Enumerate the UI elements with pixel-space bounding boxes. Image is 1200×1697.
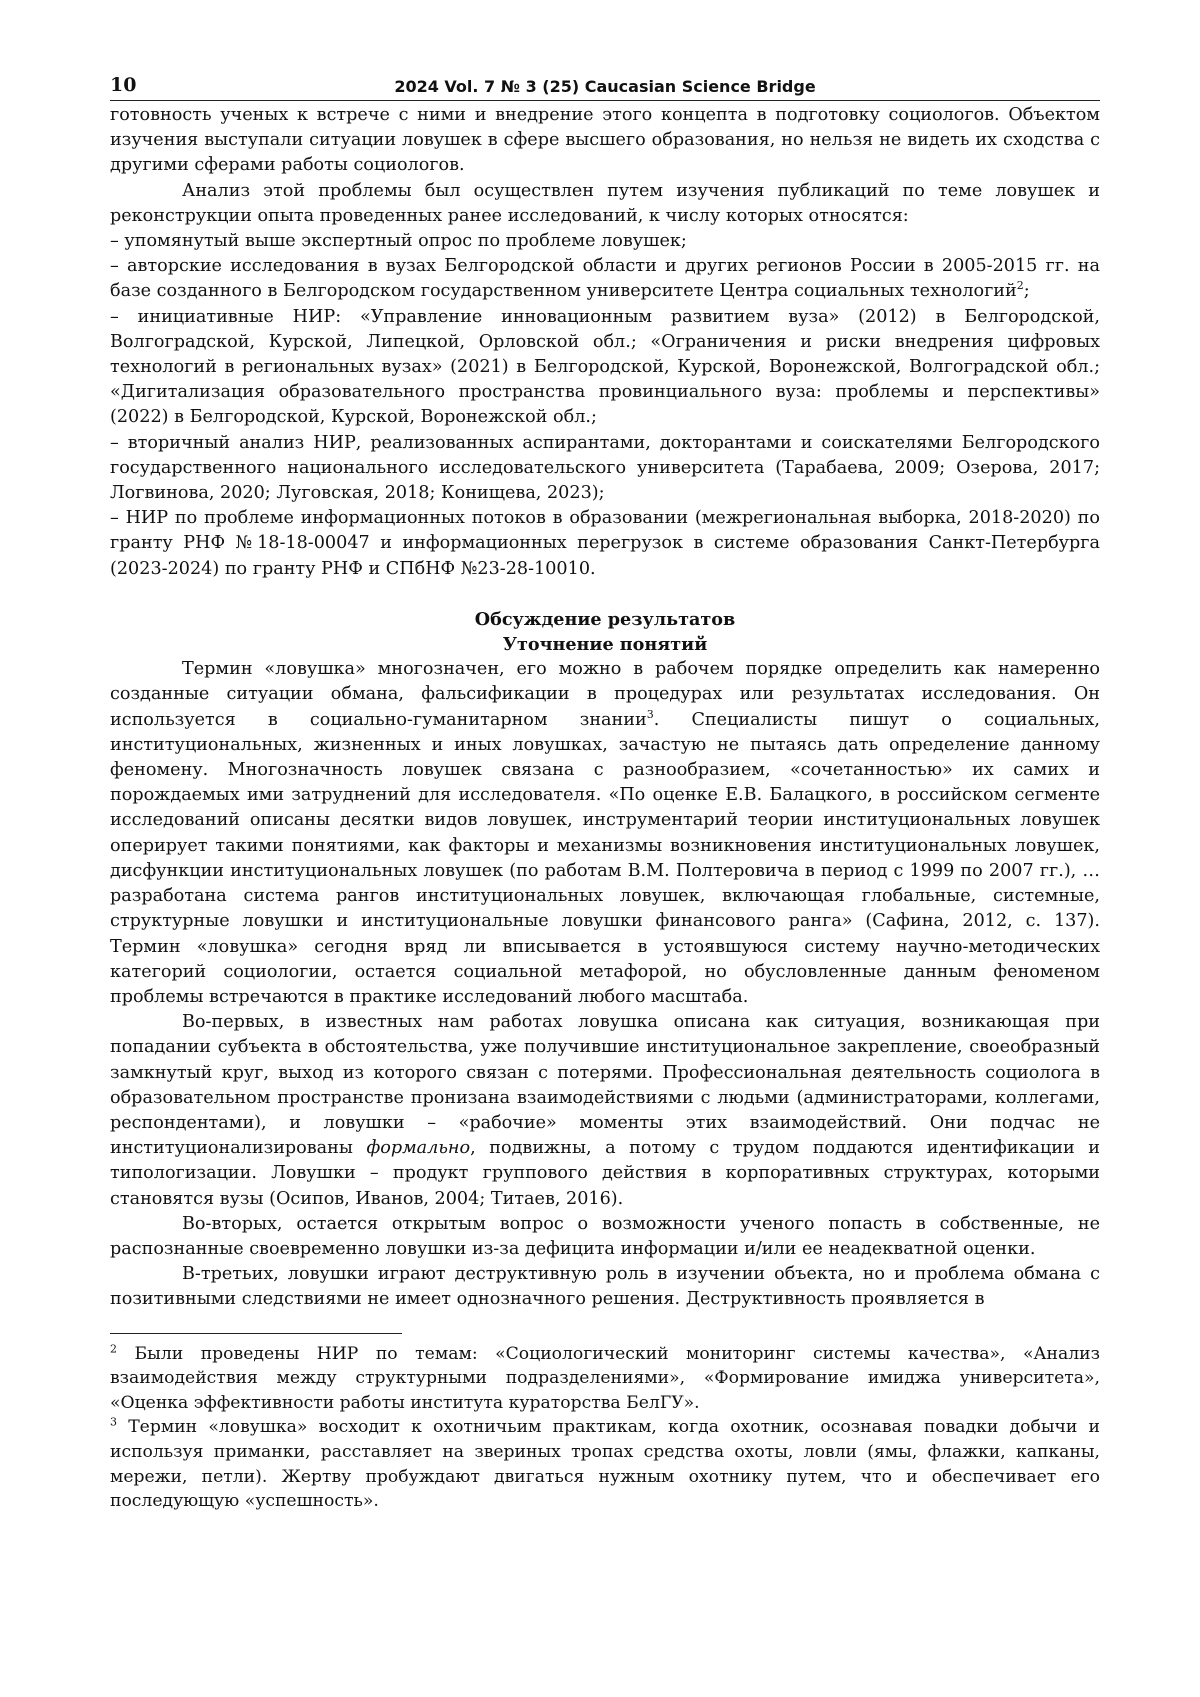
footnote-2-mark: 2 xyxy=(110,1341,117,1355)
paragraph-term-rest: . Специалисты пишут о социальных, институциональных, жизненных и иных ловушках, зачастую не пытаясь дать определение данному феномену. Многозначность ловушек связана с разнообразием, «сочетанностью» их самих и порождаемых ими затруднений для исследователя. «По оценке Е.В. Балацкого, в российском сегменте исследований описаны десятки видов ловушек, инструментарий теории институциональных ловушек оперирует такими понятиями, как факторы и механизмы возникновения институциональных ловушек, дисфункции институциональных ловушек (по работам В.М. Полтеровича в период с 1999 по 2007 гг.), … разработана система рангов институциональных ловушек, включающая глобальные, системные, структурные ловушки и институциональные ловушки финансового ранга» (Сафина, 2012, с. 137). Термин «ловушка» сегодня вряд ли вписывается в устоявшуюся систему научно-методических категорий социологии, остается социальной метафорой, но обусловленные данным феноменом проблемы встречаются в практике исследований любого масштаба. xyxy=(110,709,1100,1007)
list-item-3: – инициативные НИР: «Управление инновационным развитием вуза» (2012) в Белгородской, Волгоградской, Курской, Липецкой, Орловской обл.; «Ограничения и риски внедрения цифровых технологий в региональных вузах» (2021) в Белгородской, Курской, Воронежской, Волгоградской обл.; «Дигитализация образовательного пространства провинциального вуза: проблемы и перспективы» (2022) в Белгородской, Курской, Воронежской обл.; xyxy=(110,306,1100,428)
footnote-ref-3[interactable]: 3 xyxy=(646,707,654,721)
list-item-1: – упомянутый выше экспертный опрос по проблеме ловушек; xyxy=(110,231,687,252)
page-number: 10 xyxy=(110,74,137,96)
list-item-2 xyxy=(110,254,1100,304)
discussion-text xyxy=(110,657,1100,1312)
paragraph-thirdly: В-третьих, ловушки играют деструктивную роль в изучении объекта, но и проблема обмана с позитивными следствиями не имеет однозначного решения. Деструктивность проявляется в xyxy=(110,1264,1100,1310)
paragraph-firstly-rest: , подвижны, а потому с трудом поддаются идентификации и типологизации. Ловушки – продукт группового действия в корпоративных структурах, которыми становятся вузы (Осипов, Иванов, 2004; Титаев, 2016). xyxy=(110,1138,1100,1209)
paragraph-firstly-start: Во-первых, в известных нам работах ловушка описана как ситуация, возникающая при попадании субъекта в обстоятельства, уже получившие институциональное закрепление, своеобразный замкнутый круг, выход из которого связан с потерями. Профессиональная деятельность социолога в образовательном пространстве пронизана взаимодействиями с людьми (администраторами, коллегами, респондентами), и ловушки – «рабочие» моменты этих взаимодействий. Они подчас не институционализированы xyxy=(110,1012,1100,1159)
footnote-3-text: Термин «ловушка» восходит к охотничьим практикам, когда охотник, осознавая повадки добычи и используя приманки, расставляет на звериных тропах средства охоты, ловли (ямы, флажки, капканы, мережи, петли). Жертву пробуждают двигаться нужным охотнику путем, что и обеспечивает его последующую «успешность». xyxy=(110,1417,1100,1512)
section-headings xyxy=(110,607,1100,657)
footnote-2-text: Были проведены НИР по темам: «Социологический мониторинг системы качества», «Анализ взаимодействия между структурными подразделениями», «Формирование имиджа университета», «Оценка эффективности работы института кураторства БелГУ». xyxy=(110,1343,1100,1413)
list-item-2-tail: ; xyxy=(1023,281,1030,302)
emphasis-formally: формально xyxy=(366,1138,471,1159)
document-page xyxy=(110,70,1100,1514)
page-header xyxy=(110,70,1100,101)
footnote-3-mark: 3 xyxy=(110,1415,117,1429)
paragraph-term-start: Термин «ловушка» многозначен, его можно в рабочем порядке определить как намеренно созданные ситуации обмана, фальсификации в процедурах или результатах исследования. Он используется в социально-гуманитарном знании xyxy=(110,659,1100,730)
body-text xyxy=(110,103,1100,582)
section-heading: Обсуждение результатов xyxy=(474,608,736,630)
list-item-5: – НИР по проблеме информационных потоков в образовании (межрегиональная выборка, 2018-2020) по гранту РНФ №18-18-00047 и информационных перегрузок в системе образования Санкт-Петербурга (2023-2024) по гранту РНФ и СПбНФ №23-28-10010. xyxy=(110,508,1100,579)
paragraph-term xyxy=(110,657,1100,1010)
list-item-2-text: – авторские исследования в вузах Белгородской области и других регионов России в 2005-2015 гг. на базе созданного в Белгородском государственном университете Центра социальных технологий xyxy=(110,256,1100,302)
journal-title: 2024 Vol. 7 № 3 (25) Caucasian Science Bridge xyxy=(394,77,816,96)
list-item-4: – вторичный анализ НИР, реализованных аспирантами, докторантами и соискателями Белгородского государственного национального исследовательского университета (Тарабаева, 2009; Озерова, 2017; Логвинова, 2020; Луговская, 2018; Конищева, 2023); xyxy=(110,432,1100,504)
paragraph-firstly xyxy=(110,1010,1100,1212)
footnotes xyxy=(110,1342,1100,1514)
footnote-3 xyxy=(110,1415,1100,1513)
section-subheading: Уточнение понятий xyxy=(502,634,708,656)
paragraph-intro-continued: готовность ученых к встрече с ними и внедрение этого концепта в подготовку социологов. Объектом изучения выступали ситуации ловушек в сфере высшего образования, но нельзя не видеть их сходства с другими сферами работы социологов. xyxy=(110,105,1100,176)
footnote-divider xyxy=(110,1333,402,1334)
paragraph-secondly: Во-вторых, остается открытым вопрос о возможности ученого попасть в собственные, не распознанные своевременно ловушки из-за дефицита информации и/или ее неадекватной оценки. xyxy=(110,1213,1100,1259)
paragraph-analysis: Анализ этой проблемы был осуществлен путем изучения публикаций по теме ловушек и реконструкции опыта проведенных ранее исследований, к числу которых относятся: xyxy=(110,180,1100,226)
footnote-2 xyxy=(110,1342,1100,1416)
footnote-ref-2[interactable]: 2 xyxy=(1016,279,1024,293)
